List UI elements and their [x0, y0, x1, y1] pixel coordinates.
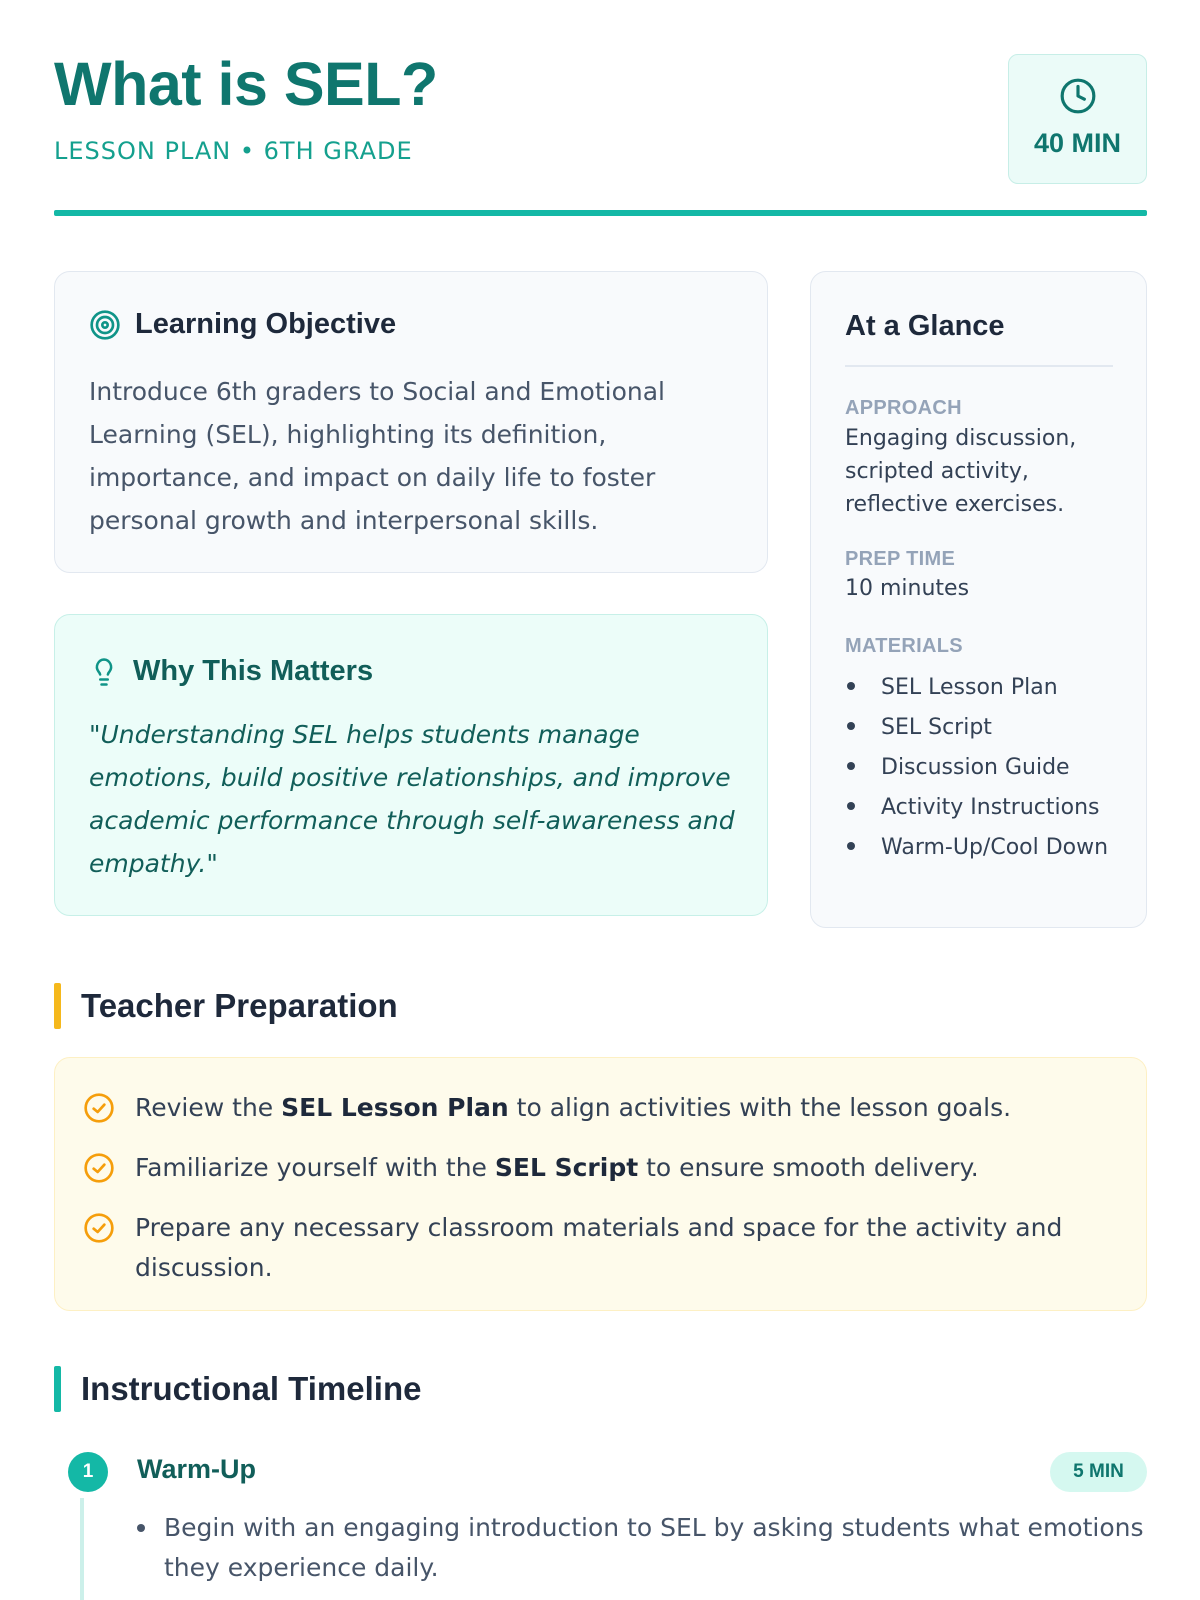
teacher-preparation-title: Teacher Preparation	[81, 987, 398, 1024]
material-label: Activity Instructions	[881, 795, 1100, 820]
target-icon	[89, 309, 121, 341]
learning-objective-text: Introduce 6th graders to Social and Emotional Learning (SEL), highlighting its definition, importance, and impact on daily life to foster personal growth and interpersonal skills.	[89, 377, 665, 535]
learning-objective-title: Learning Objective	[135, 308, 397, 340]
learning-objective-heading	[89, 308, 396, 341]
approach-value: Engaging discussion, scripted activity, reflective exercises.	[845, 426, 1077, 517]
material-label: Warm-Up/Cool Down	[881, 835, 1109, 860]
check-circle-icon	[83, 1092, 115, 1124]
at-a-glance-divider	[845, 365, 1113, 367]
page-title: What is SEL?	[54, 50, 438, 118]
prep-text: Prepare any necessary classroom materials and space for the activity and discussion.	[135, 1213, 1063, 1282]
approach-label: APPROACH	[845, 397, 962, 419]
section-accent-bar	[54, 983, 61, 1029]
material-label: SEL Script	[881, 715, 992, 740]
section-accent-bar	[54, 1366, 61, 1412]
materials-list	[845, 671, 1125, 871]
prep-checklist-item	[83, 1208, 1135, 1288]
prep-text: Familiarize yourself with the	[135, 1153, 495, 1182]
duration-text: 40 MIN	[1033, 128, 1122, 158]
lightbulb-icon	[89, 656, 119, 688]
list-item	[845, 831, 1125, 864]
step-duration-badge: 5 MIN	[1050, 1452, 1147, 1492]
prep-text: to ensure smooth delivery.	[638, 1153, 979, 1182]
list-item	[845, 791, 1125, 824]
prep-checklist-item	[83, 1148, 1135, 1188]
check-circle-icon	[83, 1212, 115, 1244]
at-a-glance-title: At a Glance	[845, 310, 1005, 342]
instructional-timeline-title: Instructional Timeline	[81, 1370, 422, 1407]
clock-icon	[1059, 77, 1097, 115]
instructional-timeline-heading	[54, 1366, 421, 1412]
learning-objective-card	[54, 271, 768, 573]
why-this-matters-quote: "Understanding SEL helps students manage emotions, build positive relationships, and improve academic performance through self-awareness and empathy."	[89, 720, 735, 878]
teacher-preparation-card	[54, 1057, 1147, 1311]
materials-label: MATERIALS	[845, 635, 963, 657]
lesson-header	[54, 50, 1147, 184]
at-a-glance-card	[810, 271, 1147, 928]
why-this-matters-title: Why This Matters	[133, 655, 374, 687]
step-bullet-text: Begin with an engaging introduction to SEL by asking students what emotions they experience daily.	[164, 1513, 1144, 1582]
prep-text-bold: SEL Script	[494, 1153, 639, 1182]
list-item	[845, 671, 1125, 704]
prep-time-value: 10 minutes	[845, 576, 970, 601]
prep-text-bold: SEL Lesson Plan	[281, 1093, 509, 1122]
step-title: Warm-Up	[137, 1454, 256, 1484]
check-circle-icon	[83, 1152, 115, 1184]
step-bullet-item	[137, 1508, 1147, 1588]
why-this-matters-heading	[89, 655, 373, 688]
header-divider	[54, 210, 1147, 216]
material-label: SEL Lesson Plan	[881, 675, 1058, 700]
list-item	[845, 751, 1125, 784]
timeline-connector	[80, 1498, 84, 1600]
list-item	[845, 711, 1125, 744]
duration-badge	[1008, 54, 1147, 184]
material-label: Discussion Guide	[881, 755, 1070, 780]
page-subtitle: LESSON PLAN • 6TH GRADE	[54, 137, 413, 165]
prep-checklist-item	[83, 1088, 1135, 1128]
prep-time-label: PREP TIME	[845, 548, 956, 570]
why-this-matters-card	[54, 614, 768, 916]
teacher-preparation-heading	[54, 983, 398, 1029]
prep-text: to align activities with the lesson goals.	[508, 1093, 1012, 1122]
prep-text: Review the	[135, 1093, 282, 1122]
step-number: 1	[68, 1452, 108, 1492]
